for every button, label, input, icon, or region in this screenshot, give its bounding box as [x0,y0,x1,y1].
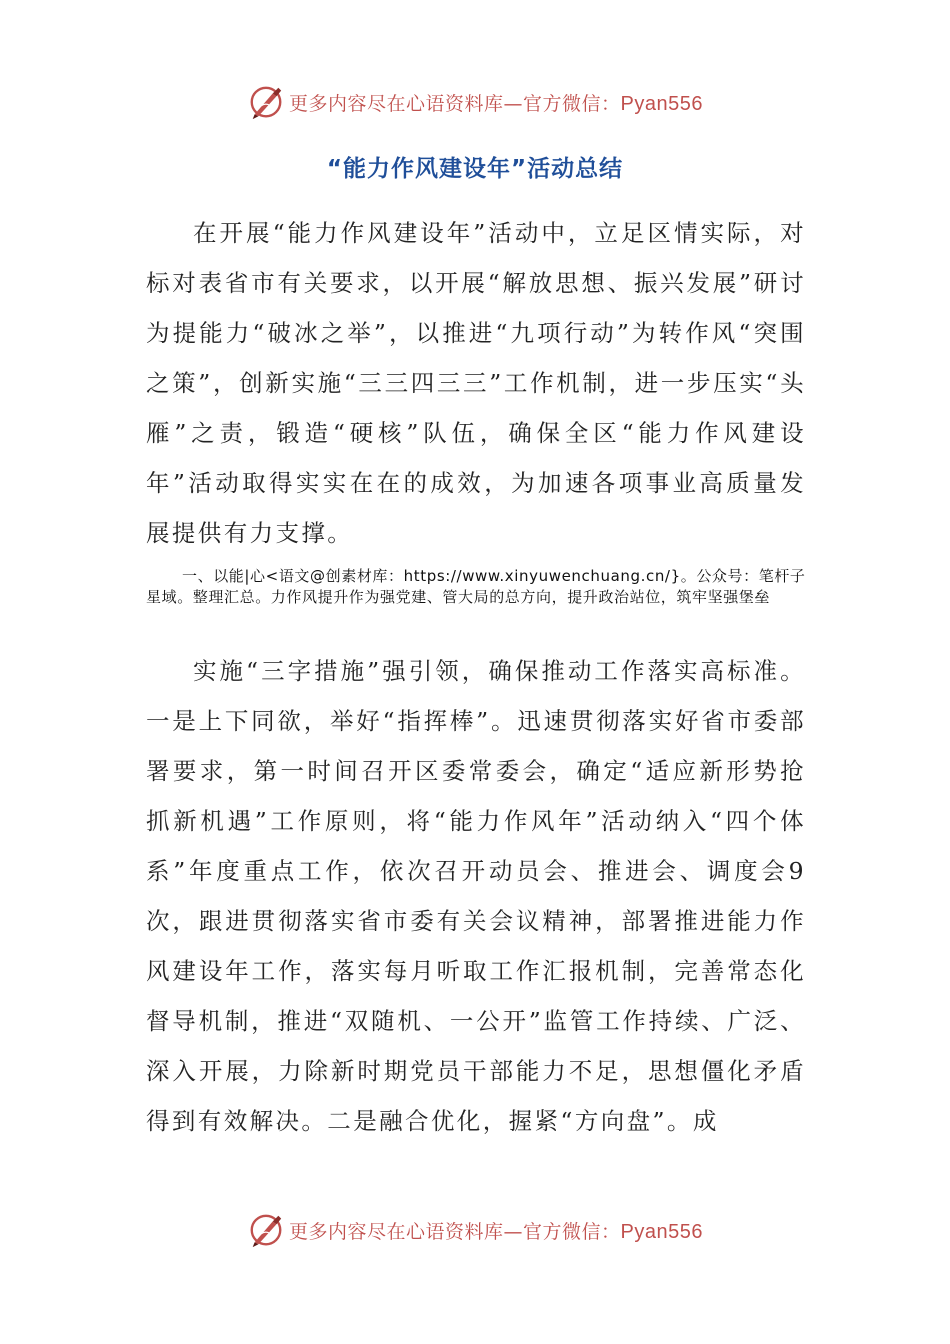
document-title: “能力作风建设年”活动总结 [326,156,624,182]
header-banner [0,80,950,124]
banner-text: 更多内容尽在心语资料库—官方微信：Pyan556 [289,92,703,115]
intro-paragraph: 在开展“能力作风建设年”活动中，立足区情实际，对标对表省市有关要求，以开展“解放思想、振兴发展”研讨为提能力“破冰之举”，以推进“九项行动”为转作风“突围之策”，创新实施“三三四三三”工作机制，进一步压实“头雁”之责，锻造“硬核”队伍，确保全区“能力作风建设年”活动取得实实在在的成效，为加速各项事业高质量发展提供有力支撑。 [146,219,806,547]
banner-wechat-id: Pyan556 [620,92,703,115]
banner-text: 更多内容尽在心语资料库—官方微信：Pyan556 [289,1220,703,1243]
section-heading: 一、以能|心<语文@创素材库：https://www.xinyuwenchuang.cn/}。公众号：笔杆子星域。整理汇总。力作风提升作为强党建、管大局的总方向，提升政治站位，筑牢坚强堡垒 [146,567,806,606]
body-paragraph: 实施“三字措施”强引领，确保推动工作落实高标准。一是上下同欲，举好“指挥棒”。迅速贯彻落实好省市委部署要求，第一时间召开区委常委会，确定“适应新形势抢抓新机遇”工作原则，将“能力作风年”活动纳入“四个体系”年度重点工作，依次召开动员会、推进会、调度会9次，跟进贯彻落实省市委有关会议精神，部署推进能力作风建设年工作，落实每月听取工作汇报机制，完善常态化督导机制，推进“双随机、一公开”监管工作持续、广泛、深入开展，力除新时期党员干部能力不足，思想僵化矛盾得到有效解决。二是融合优化，握紧“方向盘”。成 [146,657,806,1135]
pen-logo-icon [247,1211,285,1249]
footer-banner [0,1208,950,1252]
pen-logo-icon [247,83,285,121]
banner-wechat-id: Pyan556 [620,1220,703,1243]
